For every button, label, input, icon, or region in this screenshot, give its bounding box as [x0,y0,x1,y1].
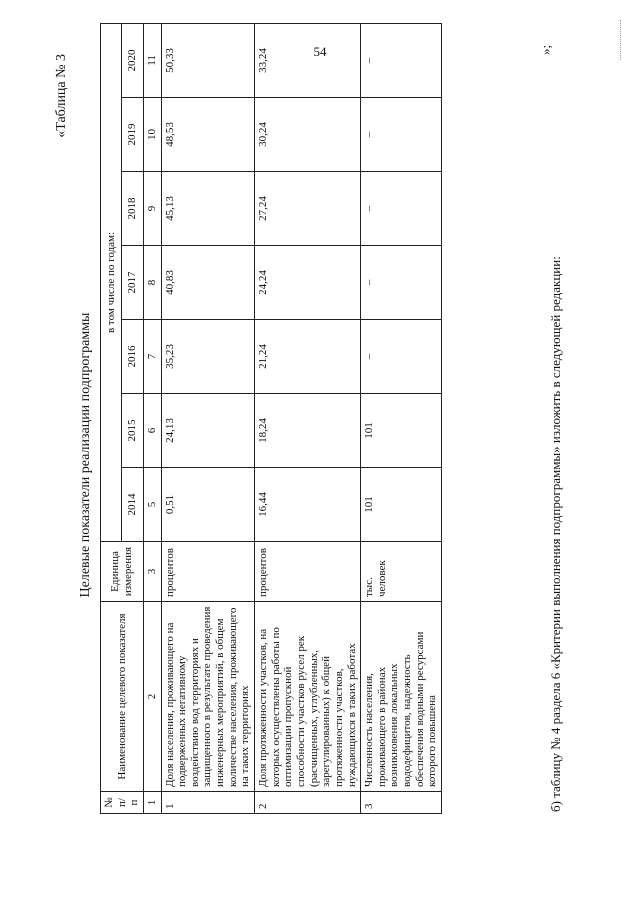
column-number: 11 [143,23,161,97]
page-number: 54 [313,44,327,59]
indicator-value: 16,44 [255,468,361,542]
column-number: 1 [143,792,161,814]
header-name: Наименование целевого показателя [101,602,144,792]
indicator-name: Доля населения, проживающего на подверженных негативному воздействию вод территориях и защищенного в результате проведения инженерных мероприятий, в общем количестве населения, проживающего на таких территориях [161,602,254,792]
indicator-name: Доля протяженности участков, на которых осуществлены работы по оптимизации пропускной способности участков русел рек (расчищенных, углубленных, зарегулированных) к общей протяженности участков, нуждающихся в таких работах [255,602,361,792]
indicator-value: 18,24 [255,394,361,468]
header-year: 2019 [122,98,143,172]
header-num: № п/п [101,792,144,814]
indicator-value: – [361,23,442,97]
header-year: 2015 [122,394,143,468]
table-row [255,23,361,813]
column-number: 2 [143,602,161,792]
table-row [361,23,442,813]
indicator-value: 24,13 [161,394,254,468]
column-number: 7 [143,320,161,394]
table-tag: «Таблица № 3 [54,54,69,138]
indicator-value: 40,83 [161,246,254,320]
column-number: 5 [143,468,161,542]
indicator-value: 50,33 [161,23,254,97]
column-number: 8 [143,246,161,320]
indicator-name: Численность населения, проживающего в районах возникновения локальных вододефицитов, надежность обеспечения водными ресурсами которого повышена [361,602,442,792]
rotated-page-content [40,40,600,870]
table-title: Целевые показатели реализации подпрограммы [78,312,93,598]
indicator-value: 24,24 [255,246,361,320]
header-years-group: в том числе по годам: [101,23,122,541]
closing-quote-mark: »; [538,44,553,55]
indicator-value: 27,24 [255,172,361,246]
row-number: 3 [361,792,442,814]
column-number: 3 [143,542,161,602]
indicator-value: – [361,246,442,320]
indicator-unit: процентов [161,542,254,602]
header-year: 2018 [122,172,143,246]
column-number: 10 [143,98,161,172]
indicator-value: 33,24 [255,23,361,97]
indicator-value: – [361,320,442,394]
table-row [161,23,254,813]
indicator-value: 30,24 [255,98,361,172]
column-number: 6 [143,394,161,468]
indicator-value: – [361,98,442,172]
indicator-value: 101 [361,394,442,468]
indicator-value: – [361,172,442,246]
footnote-text: б) таблицу № 4 раздела 6 «Критерии выполнения подпрограммы» изложить в следующей редакции: [548,256,563,812]
header-year: 2014 [122,468,143,542]
header-year: 2016 [122,320,143,394]
column-number: 9 [143,172,161,246]
indicator-value: 21,24 [255,320,361,394]
header-year: 2017 [122,246,143,320]
row-number: 2 [255,792,361,814]
header-year: 2020 [122,23,143,97]
edge-mark [620,20,622,60]
indicator-value: 48,53 [161,98,254,172]
indicator-value: 45,13 [161,172,254,246]
indicator-unit: процентов [255,542,361,602]
indicator-value: 101 [361,468,442,542]
indicator-value: 35,23 [161,320,254,394]
indicators-table [100,23,442,814]
row-number: 1 [161,792,254,814]
indicator-unit: тыс. человек [361,542,442,602]
indicator-value: 0,51 [161,468,254,542]
header-unit: Единица измерения [101,542,144,602]
